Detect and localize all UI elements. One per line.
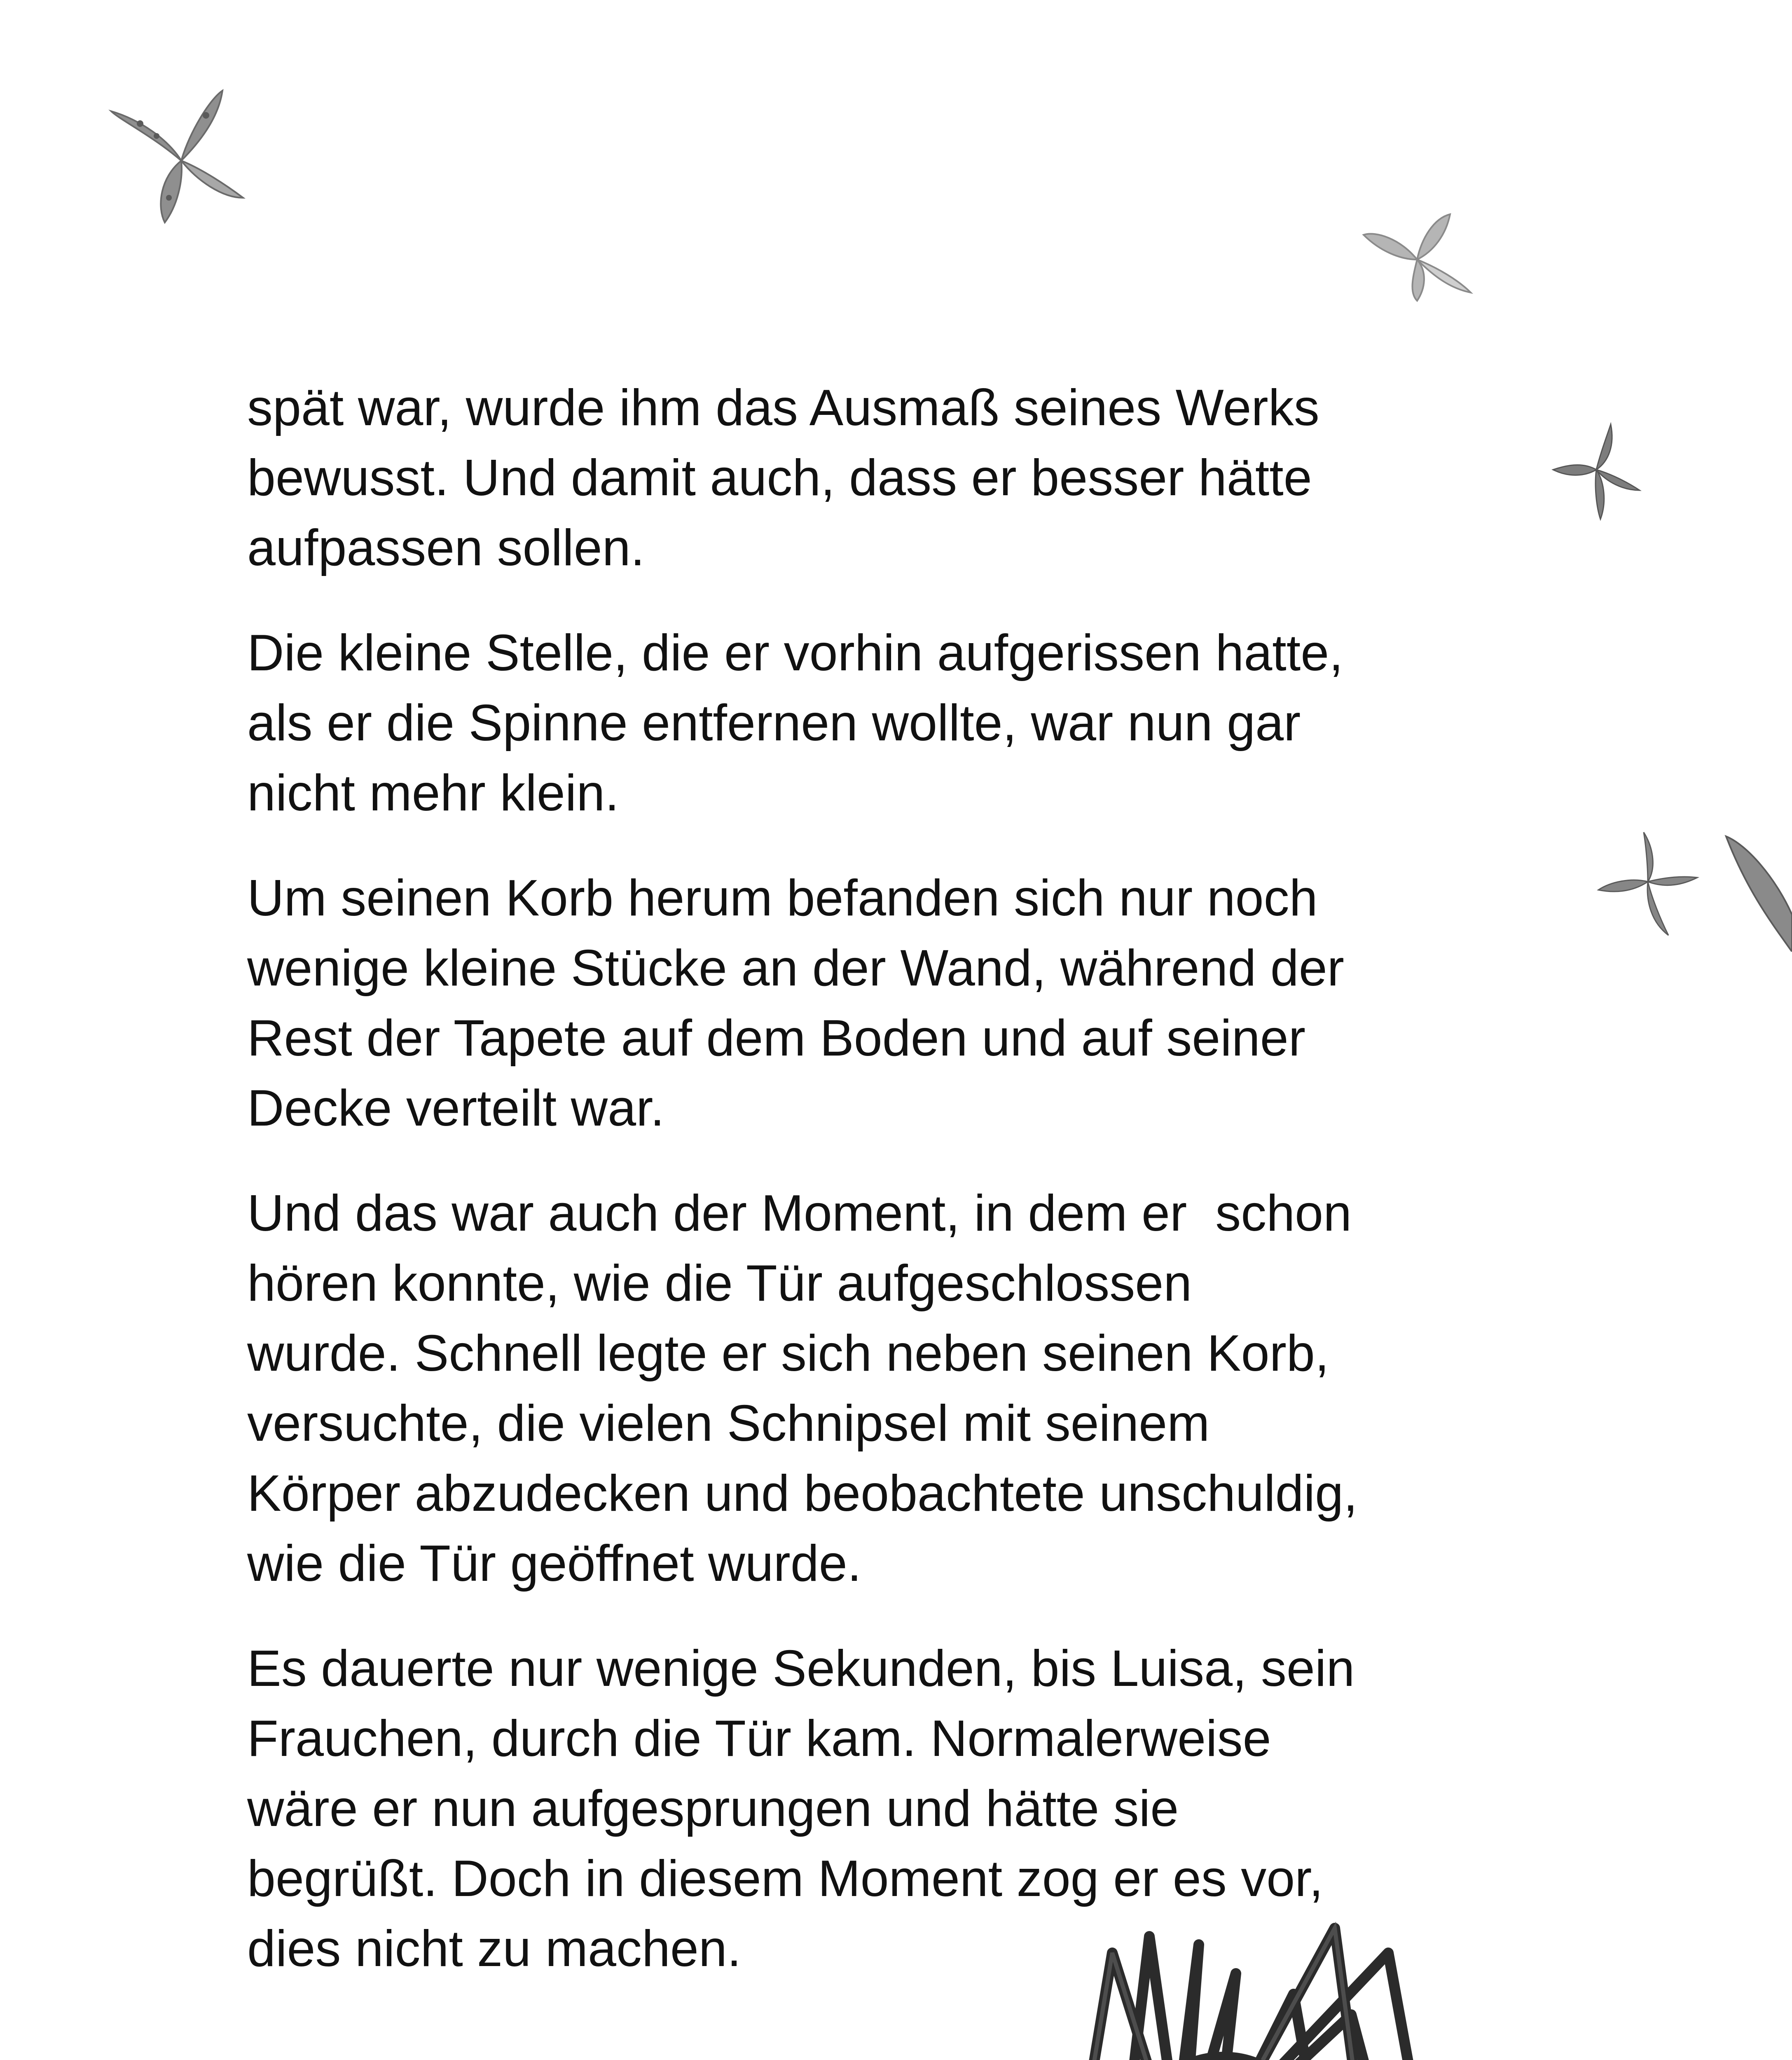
story-paragraph: Um seinen Korb herum befanden sich nur noch wenige kleine Stücke an der Wand, während der Rest der Tapete auf dem Boden und auf seiner Decke verteilt war. xyxy=(247,870,1344,1137)
story-paragraph: Es dauerte nur wenige Sekunden, bis Luisa, sein Frauchen, durch die Tür kam. Normalerweise wäre er nun aufgesprungen und hätte sie begrüßt. Doch in diesem Moment zog er es vor, dies nicht zu machen. xyxy=(247,1640,1355,1977)
story-text xyxy=(247,373,1549,2019)
spider-icon xyxy=(1038,1912,1615,2060)
story-paragraph: Und das war auch der Moment, in dem er schon hören konnte, wie die Tür aufgeschlossen wurde. Schnell legte er sich neben seinen Korb, versuchte, die vielen Schnipsel mit seinem Körper abzudecken und beobachtete unschuldig, wie die Tür geöffnet wurde. xyxy=(247,1185,1358,1592)
butterfly-icon xyxy=(1355,206,1479,305)
butterfly-icon xyxy=(1594,828,1701,939)
butterfly-icon xyxy=(1722,828,1792,952)
butterfly-icon xyxy=(103,82,260,231)
story-paragraph: Die kleine Stelle, die er vorhin aufgerissen hatte, als er die Spinne entfernen wollte, war nun gar nicht mehr klein. xyxy=(247,625,1343,822)
butterfly-icon xyxy=(1549,420,1644,523)
story-paragraph: spät war, wurde ihm das Ausmaß seines Werks bewusst. Und damit auch, dass er besser hätte aufpassen sollen. xyxy=(247,379,1319,576)
